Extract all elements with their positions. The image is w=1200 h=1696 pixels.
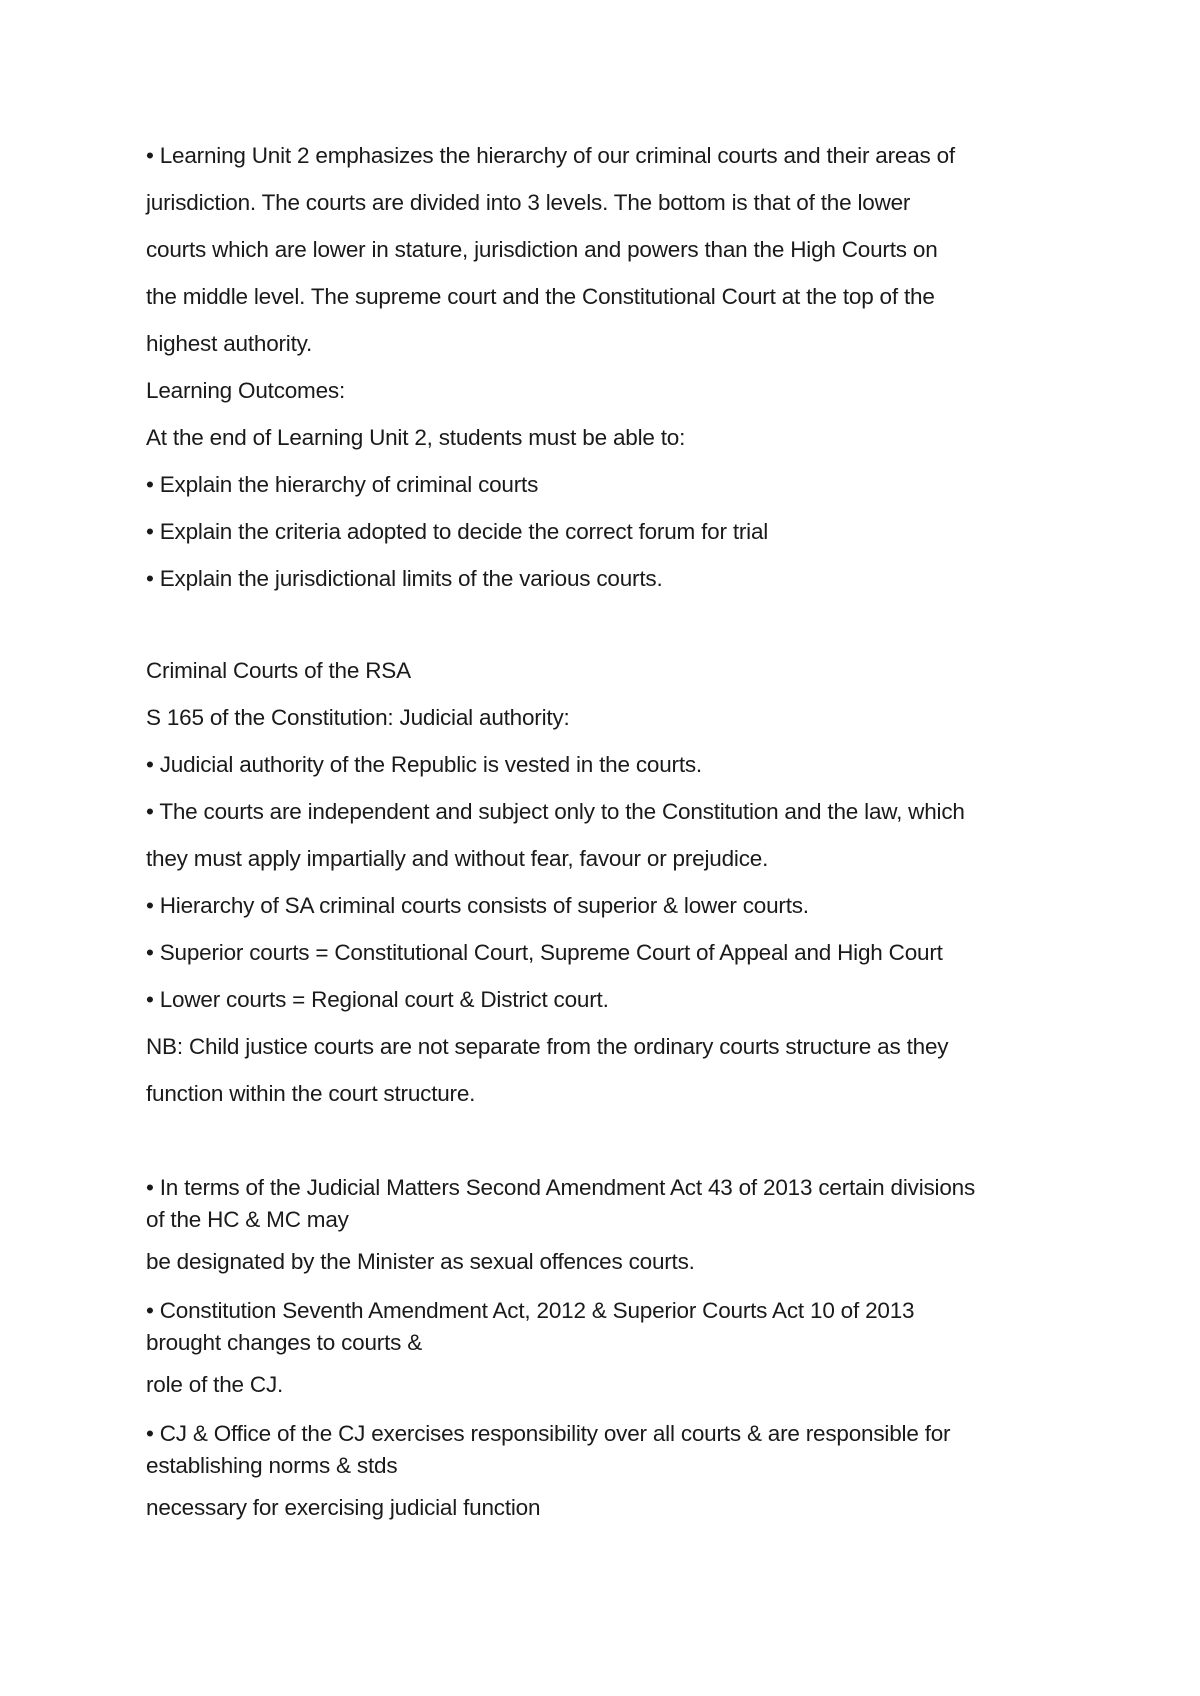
- amendment-act-item: [146, 1295, 1076, 1371]
- outcome-item: • Explain the hierarchy of criminal courts: [146, 472, 539, 497]
- section2-line: • Hierarchy of SA criminal courts consists of superior & lower courts.: [146, 893, 809, 918]
- paragraph-gap: [146, 1127, 1076, 1172]
- sexual-offences-item: [146, 1172, 1076, 1248]
- section2-line: S 165 of the Constitution: Judicial authority:: [146, 705, 570, 730]
- section2-line: they must apply impartially and without fear, favour or prejudice.: [146, 846, 769, 871]
- item-line: • Constitution Seventh Amendment Act, 2012 & Superior Courts Act 10 of 2013: [146, 1298, 915, 1323]
- intro-line: the middle level. The supreme court and the Constitutional Court at the top of the: [146, 284, 935, 309]
- section-heading-criminal-courts: Criminal Courts of the RSA: [146, 658, 411, 683]
- section2-line: • Superior courts = Constitutional Court, Supreme Court of Appeal and High Court: [146, 940, 943, 965]
- intro-line: highest authority.: [146, 331, 313, 356]
- intro-line: courts which are lower in stature, jurisdiction and powers than the High Courts on: [146, 237, 938, 262]
- intro-line: jurisdiction. The courts are divided into 3 levels. The bottom is that of the lower: [146, 190, 911, 215]
- section2-line: NB: Child justice courts are not separate from the ordinary courts structure as they: [146, 1034, 949, 1059]
- learning-outcomes-heading: Learning Outcomes:: [146, 378, 346, 403]
- outcome-item: • Explain the jurisdictional limits of the various courts.: [146, 566, 663, 591]
- item-line: establishing norms & stds: [146, 1453, 398, 1478]
- section2-line: • Lower courts = Regional court & District court.: [146, 987, 609, 1012]
- section2-line: • Judicial authority of the Republic is vested in the courts.: [146, 752, 702, 777]
- paragraph-gap: [146, 612, 1076, 657]
- document-body: [146, 142, 1076, 1541]
- outcome-item: • Explain the criteria adopted to decide the correct forum for trial: [146, 519, 769, 544]
- intro-line: • Learning Unit 2 emphasizes the hierarchy of our criminal courts and their areas of: [146, 143, 955, 168]
- item-line: • In terms of the Judicial Matters Second Amendment Act 43 of 2013 certain divisions: [146, 1175, 976, 1200]
- item-line: brought changes to courts &: [146, 1330, 423, 1355]
- item-continuation: necessary for exercising judicial function: [146, 1495, 541, 1520]
- section2-line: function within the court structure.: [146, 1081, 476, 1106]
- item-continuation: role of the CJ.: [146, 1372, 284, 1397]
- item-continuation: be designated by the Minister as sexual offences courts.: [146, 1249, 695, 1274]
- learning-outcomes-intro: At the end of Learning Unit 2, students must be able to:: [146, 425, 686, 450]
- item-line: • CJ & Office of the CJ exercises responsibility over all courts & are responsible for: [146, 1421, 951, 1446]
- item-line: of the HC & MC may: [146, 1207, 349, 1232]
- section2-line: • The courts are independent and subject only to the Constitution and the law, which: [146, 799, 965, 824]
- chief-justice-item: [146, 1418, 1076, 1494]
